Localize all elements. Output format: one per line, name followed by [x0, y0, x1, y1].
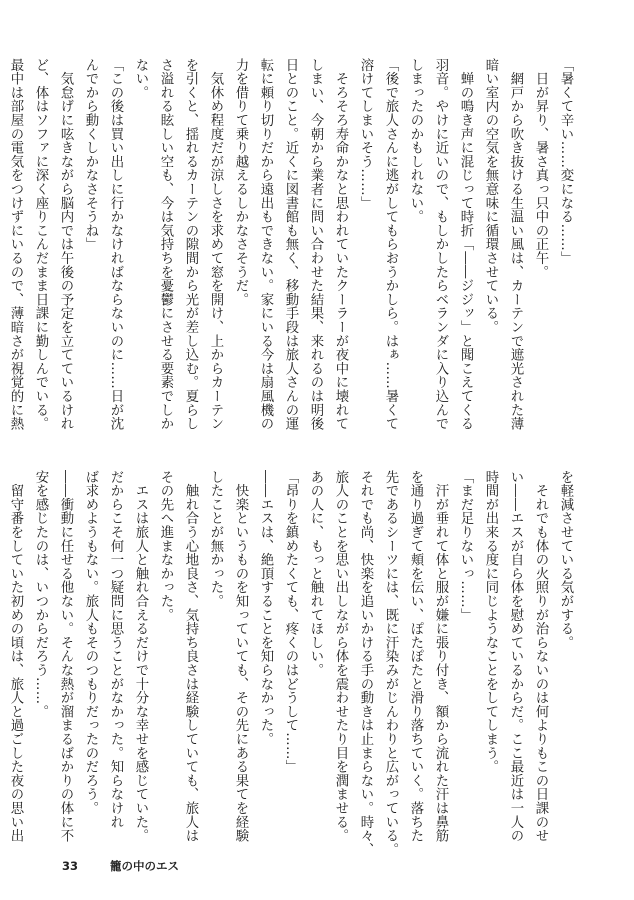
text-line: したことが無かった。	[208, 470, 223, 608]
text-line: 汗が垂れて体と服が嫌に張り付き、額から流れた汗は鼻筋	[433, 470, 448, 843]
text-line: 旅人のことを思い出しながら体を震わせたり目を潤ませる。	[333, 470, 348, 843]
text-line: さ溢れる眩しい空も、今は気持ちを憂鬱にさせる要素でしか	[158, 58, 173, 431]
text-line: それでも尚、快楽を追いかける手の動きは止まらない。時々、	[358, 470, 373, 857]
page-footer	[62, 858, 179, 874]
text-line: 最中は部屋の電気をつけずにいるので、薄暗さが視覚的に熱	[8, 58, 23, 431]
book-title: 籠の中のエス	[110, 859, 180, 873]
text-line: 快楽というものを知っていても、その先にある果てを経験	[233, 470, 248, 843]
text-line: 蝉の鳴き声に混じって時折「――ジジッ」と聞こえてくる	[458, 58, 473, 431]
text-line: ど、体はソファに深く座りこんだまま日課に勤しんでいる。	[33, 58, 48, 431]
page-number: 33	[62, 859, 79, 873]
text-line: ――衝動に任せる他ない。そんな熱が溜まるばかりの体に不	[58, 470, 73, 843]
text-line: 日が昇り、暑さ真っ只中の正午。	[533, 58, 548, 279]
text-line: を軽減させている気がする。	[558, 470, 573, 650]
text-line: しまい、今朝から業者に問い合わせた結果、来れるのは明後	[308, 58, 323, 431]
text-line: 安を感じたのは、いつからだろう……。	[33, 470, 48, 719]
text-line: その先へ進まなかった。	[158, 470, 173, 622]
text-line: 羽音。やけに近いので、もしかしたらベランダに入り込んで	[433, 58, 448, 431]
text-line: 気休め程度だが涼しさを求めて窓を開け、上からカーテン	[208, 58, 223, 431]
text-line: エスは旅人と触れ合えるだけで十分な幸せを感じていた。	[133, 470, 148, 843]
text-line: を引くと、揺れるカーテンの隙間から光が差し込む。夏らし	[183, 58, 198, 431]
text-line: い――エスが自ら体を慰めているからだ。ここ最近は一人の	[508, 470, 523, 843]
text-line: 「昂りを鎮めたくても、疼くのはどうして……」	[283, 470, 298, 774]
text-line: 時間が出来る度に同じようなことをしてしまう。	[483, 470, 498, 774]
upper-text-block	[8, 58, 578, 431]
text-line: んでから動くしかなさそうね」	[83, 58, 98, 252]
text-line: あの人に、もっと触れてほしい。	[308, 470, 323, 677]
text-line: ば求めようもない。旅人もそのつもりだったのだろう。	[83, 470, 98, 815]
text-line: 網戸から吹き抜ける生温い風は、カーテンで遮光された薄	[508, 58, 523, 431]
lower-text-block	[8, 470, 578, 857]
text-line: 留守番をしていた初めの頃は、旅人と過ごした夜の思い出	[8, 470, 23, 843]
text-line: 先であるシーツには、既に汗染みがじんわりと広がっている。	[383, 470, 398, 857]
text-line: そろそろ寿命かなと思われていたクーラーが夜中に壊れて	[333, 58, 348, 431]
text-line: だからこそ何一つ疑問に思うことがなかった。知らなけれ	[108, 470, 123, 829]
text-line: 「後で旅人さんに逃がしてもらおうかしら。はぁ……暑くて	[383, 58, 398, 431]
text-line: それでも体の火照りが治らないのは何よりもこの日課のせ	[533, 470, 548, 843]
text-line: を通り過ぎて頬を伝い、ぽたぽたと滑り落ちていく。落ちた	[408, 470, 423, 843]
text-line: 溶けてしまいそう……」	[358, 58, 373, 210]
text-line: ない。	[133, 58, 148, 100]
text-line: ――エスは、絶頂することを知らなかった。	[258, 470, 273, 746]
text-line: 触れ合う心地良さ、気持ち良さは経験していても、旅人は	[183, 470, 198, 843]
text-line: 暗い室内の空気を無意味に循環させている。	[483, 58, 498, 334]
text-line: しまったのかもしれない。	[408, 58, 423, 224]
text-line: 「まだ足りないっ……」	[458, 470, 473, 622]
text-line: 気怠げに呟きながら脳内では午後の予定を立てているけれ	[58, 58, 73, 431]
text-line: 転に頼り切りだから遠出もできない。家にいる今は扇風機の	[258, 58, 273, 431]
text-line: 力を借りて乗り越えるしかなさそうだ。	[233, 58, 248, 307]
text-line: 「暑くて辛い……変になる……」	[558, 58, 573, 265]
text-line: 「この後は買い出しに行かなければならないのに……日が沈	[108, 58, 123, 431]
text-line: 日とのこと。近くに図書館も無く、移動手段は旅人さんの運	[283, 58, 298, 431]
